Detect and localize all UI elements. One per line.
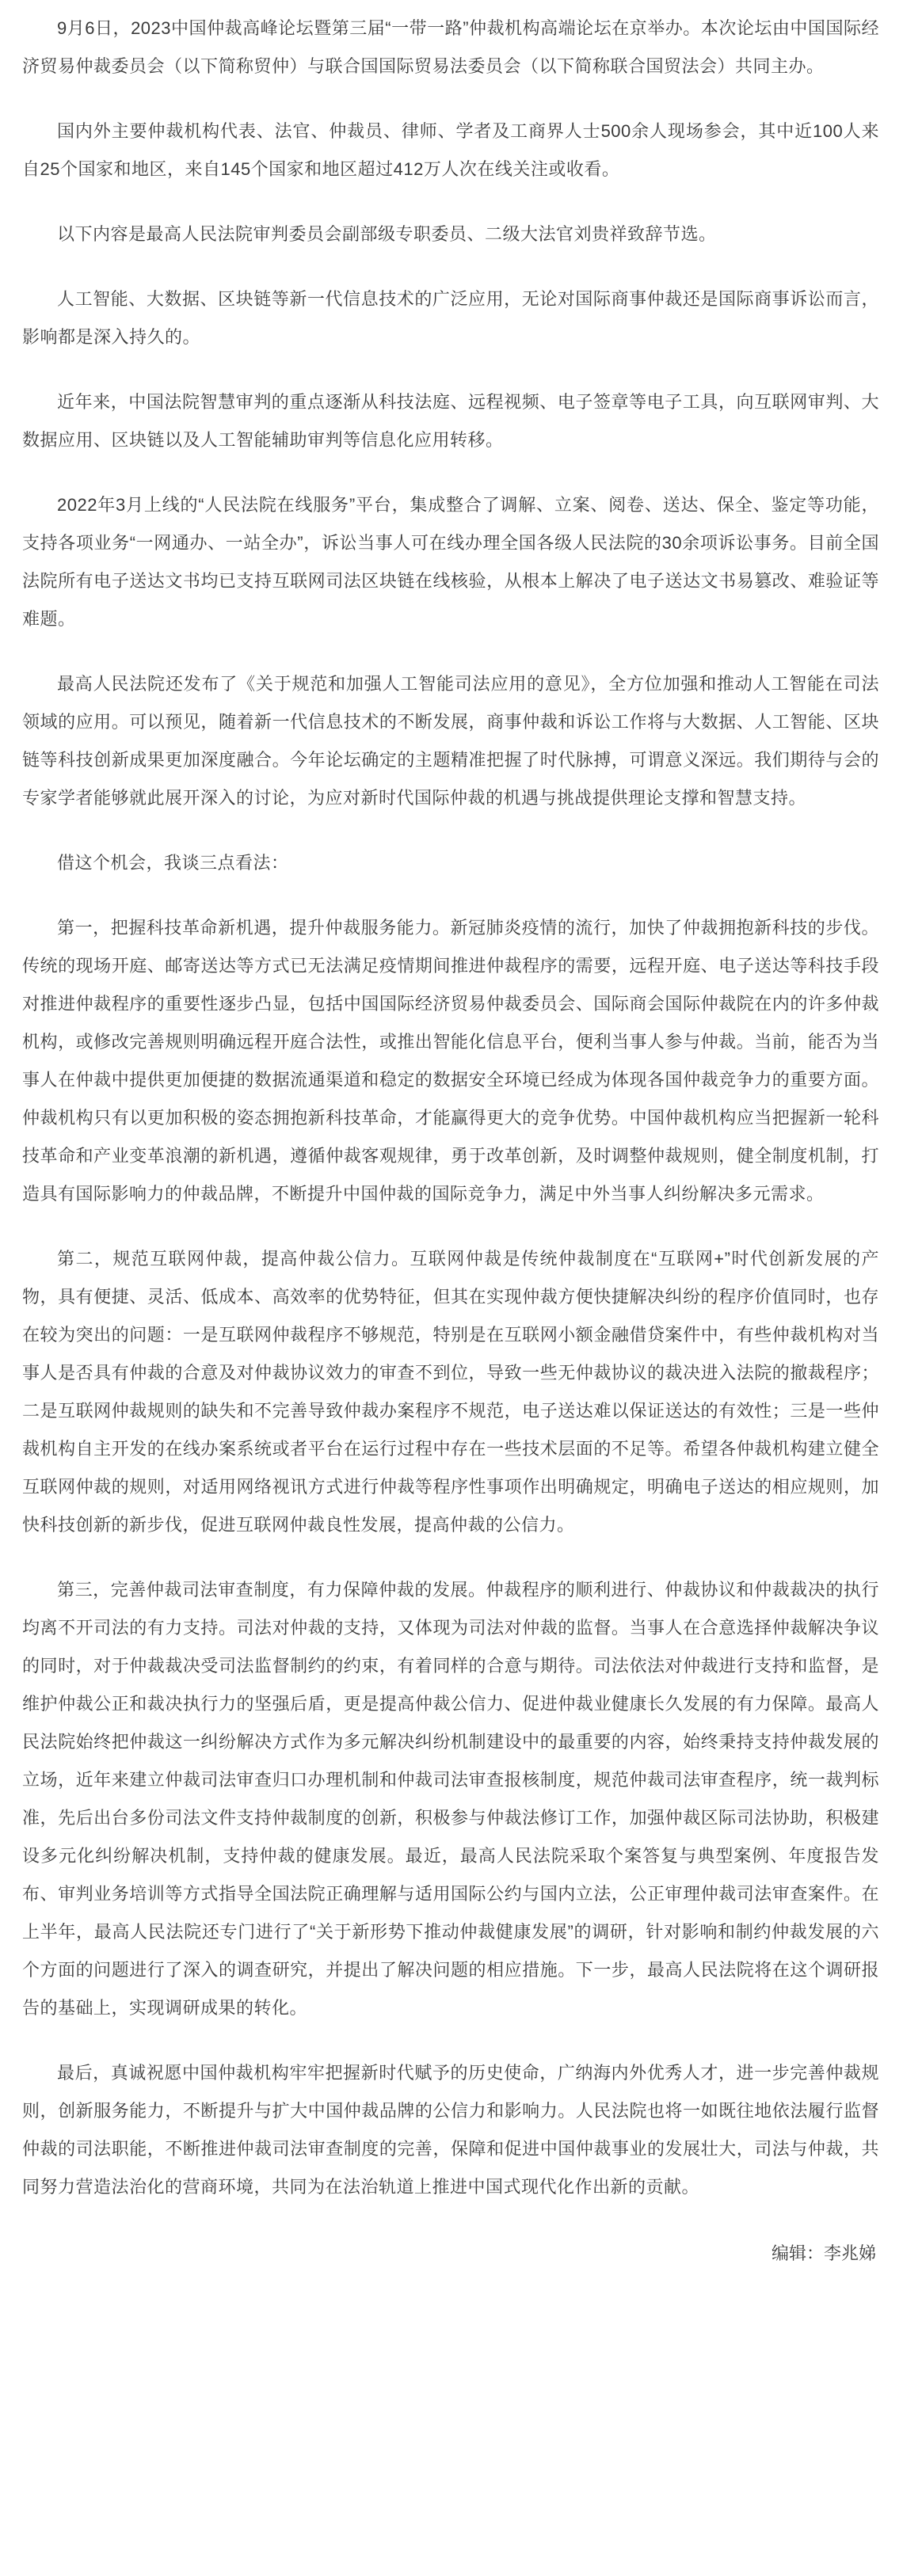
article-paragraph: 第二，规范互联网仲裁，提高仲裁公信力。互联网仲裁是传统仲裁制度在“互联网+”时代创新发展的产物，具有便捷、灵活、低成本、高效率的优势特征，但其在实现仲裁方便快捷解决纠纷的程序价值同时，也存在较为突出的问题：一是互联网仲裁程序不够规范，特别是在互联网小额金融借贷案件中，有些仲裁机构对当事人是否具有仲裁的合意及对仲裁协议效力的审查不到位，导致一些无仲裁协议的裁决进入法院的撤裁程序；二是互联网仲裁规则的缺失和不完善导致仲裁办案程序不规范，电子送达难以保证送达的有效性；三是一些仲裁机构自主开发的在线办案系统或者平台在运行过程中存在一些技术层面的不足等。希望各仲裁机构建立健全互联网仲裁的规则，对适用网络视讯方式进行仲裁等程序性事项作出明确规定，明确电子送达的相应规则，加快科技创新的新步伐，促进互联网仲裁良性发展，提高仲裁的公信力。 [22,1249,879,1535]
article-paragraph: 最高人民法院还发布了《关于规范和加强人工智能司法应用的意见》，全方位加强和推动人工智能在司法领域的应用。可以预见，随着新一代信息技术的不断发展，商事仲裁和诉讼工作将与大数据、人工智能、区块链等科技创新成果更加深度融合。今年论坛确定的主题精准把握了时代脉搏，可谓意义深远。我们期待与会的专家学者能够就此展开深入的讨论，为应对新时代国际仲裁的机遇与挑战提供理论支撑和智慧支持。 [22,674,879,808]
article-paragraph: 人工智能、大数据、区块链等新一代信息技术的广泛应用，无论对国际商事仲裁还是国际商事诉讼而言，影响都是深入持久的。 [22,289,879,347]
article-paragraph: 9月6日，2023中国仲裁高峰论坛暨第三届“一带一路”仲裁机构高端论坛在京举办。本次论坛由中国国际经济贸易仲裁委员会（以下简称贸仲）与联合国国际贸易法委员会（以下简称联合国贸法会）共同主办。 [22,18,879,76]
article-paragraph: 第一，把握科技革命新机遇，提升仲裁服务能力。新冠肺炎疫情的流行，加快了仲裁拥抱新科技的步伐。传统的现场开庭、邮寄送达等方式已无法满足疫情期间推进仲裁程序的需要，远程开庭、电子送达等科技手段对推进仲裁程序的重要性逐步凸显，包括中国国际经济贸易仲裁委员会、国际商会国际仲裁院在内的许多仲裁机构，或修改完善规则明确远程开庭合法性，或推出智能化信息平台，便利当事人参与仲裁。当前，能否为当事人在仲裁中提供更加便捷的数据流通渠道和稳定的数据安全环境已经成为体现各国仲裁竞争力的重要方面。仲裁机构只有以更加积极的姿态拥抱新科技革命，才能赢得更大的竞争优势。中国仲裁机构应当把握新一轮科技革命和产业变革浪潮的新机遇，遵循仲裁客观规律，勇于改革创新，及时调整仲裁规则，健全制度机制，打造具有国际影响力的仲裁品牌，不断提升中国仲裁的国际竞争力，满足中外当事人纠纷解决多元需求。 [22,918,879,1204]
article-paragraph: 国内外主要仲裁机构代表、法官、仲裁员、律师、学者及工商界人士500余人现场参会，其中近100人来自25个国家和地区，来自145个国家和地区超过412万人次在线关注或收看。 [22,121,879,179]
article-paragraph: 借这个机会，我谈三点看法： [57,853,289,873]
article-body [22,10,879,2206]
article-paragraph: 2022年3月上线的“人民法院在线服务”平台，集成整合了调解、立案、阅卷、送达、保全、鉴定等功能，支持各项业务“一网通办、一站全办”，诉讼当事人可在线办理全国各级人民法院的30余项诉讼事务。目前全国法院所有电子送达文书均已支持互联网司法区块链在线核验，从根本上解决了电子送达文书易篡改、难验证等难题。 [22,495,879,629]
article-paragraph: 第三，完善仲裁司法审查制度，有力保障仲裁的发展。仲裁程序的顺利进行、仲裁协议和仲裁裁决的执行均离不开司法的有力支持。司法对仲裁的支持，又体现为司法对仲裁的监督。当事人在合意选择仲裁解决争议的同时，对于仲裁裁决受司法监督制约的约束，有着同样的合意与期待。司法依法对仲裁进行支持和监督，是维护仲裁公正和裁决执行力的坚强后盾，更是提高仲裁公信力、促进仲裁业健康长久发展的有力保障。最高人民法院始终把仲裁这一纠纷解决方式作为多元解决纠纷机制建设中的最重要的内容，始终秉持支持仲裁发展的立场，近年来建立仲裁司法审查归口办理机制和仲裁司法审查报核制度，规范仲裁司法审查程序，统一裁判标准，先后出台多份司法文件支持仲裁制度的创新，积极参与仲裁法修订工作，加强仲裁区际司法协助，积极建设多元化纠纷解决机制，支持仲裁的健康发展。最近，最高人民法院采取个案答复与典型案例、年度报告发布、审判业务培训等方式指导全国法院正确理解与适用国际公约与国内立法，公正审理仲裁司法审查案件。在上半年，最高人民法院还专门进行了“关于新形势下推动仲裁健康发展”的调研，针对影响和制约仲裁发展的六个方面的问题进行了深入的调查研究，并提出了解决问题的相应措施。下一步，最高人民法院将在这个调研报告的基础上，实现调研成果的转化。 [22,1580,879,2018]
article-paragraph: 最后，真诚祝愿中国仲裁机构牢牢把握新时代赋予的历史使命，广纳海内外优秀人才，进一步完善仲裁规则，创新服务能力，不断提升与扩大中国仲裁品牌的公信力和影响力。人民法院也将一如既往地依法履行监督仲裁的司法职能，不断推进仲裁司法审查制度的完善，保障和促进中国仲裁事业的发展壮大，司法与仲裁，共同努力营造法治化的营商环境，共同为在法治轨道上推进中国式现代化作出新的贡献。 [22,2063,879,2197]
article-paragraph: 近年来，中国法院智慧审判的重点逐渐从科技法庭、远程视频、电子签章等电子工具，向互联网审判、大数据应用、区块链以及人工智能辅助审判等信息化应用转移。 [22,392,879,450]
article-paragraph: 以下内容是最高人民法院审判委员会副部级专职委员、二级大法官刘贵祥致辞节选。 [57,224,717,244]
editor-credit: 编辑：李兆娣 [771,2243,876,2263]
